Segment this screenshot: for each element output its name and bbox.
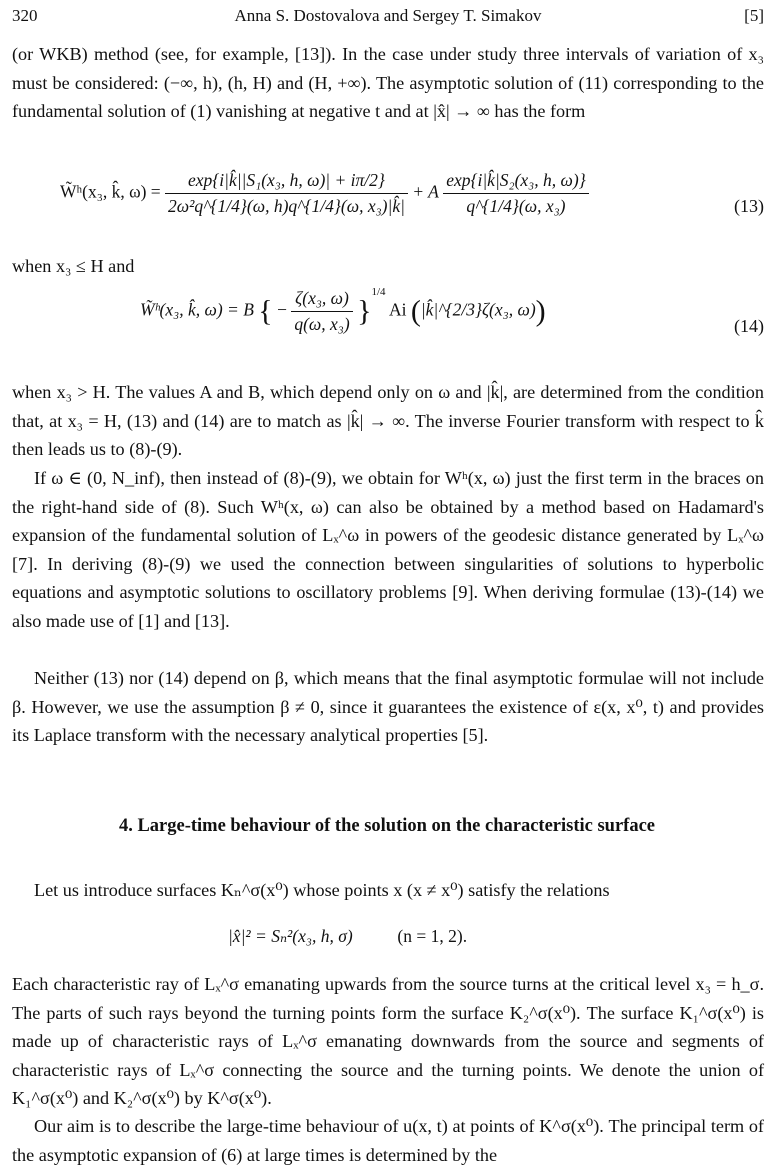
paragraph-omega-interval: If ω ∈ (0, N_inf), then instead of (8)-(9), we obtain for Wʰ(x, ω) just the first term in the braces on the right-hand side of (8). Such Wʰ(x, ω) can also be obtained by a method based on Hadamard's expansion of the fundamental solution of Lₓ^ω in powers of the geodesic distance generated by Lₓ^ω [7]. In deriving (8)-(9) we used the connection between singularities of solutions to hyperbolic equations and asymptotic solutions to oscillatory problems [9]. When deriving formulae (13)-(14) we also made use of [1] and [13].	[12, 468, 764, 631]
eq14-left-paren: (	[410, 294, 421, 328]
paragraph-when-le-h: when x₃ ≤ H and	[12, 256, 135, 276]
eq13-term1	[165, 170, 408, 217]
page-number: 320	[12, 6, 38, 25]
eq13-term1-numerator: exp{i|k̂||S₁(x₃, h, ω)| + iπ/2}	[165, 170, 408, 194]
paragraph-values-a-b: when x₃ > H. The values A and B, which depend only on ω and |k̂|, are determined from the condition that, at x₃ = H, (13) and (14) are to match as |k̂| → ∞. The inverse Fourier transform with respect to k̂ then leads us to (8)-(9).	[12, 382, 764, 460]
running-head-ref: [5]	[744, 6, 764, 25]
eq13-plus-a: + A	[412, 181, 439, 202]
eq13-term2-numerator: exp{i|k̂|S₂(x₃, h, ω)}	[443, 170, 588, 194]
eq14-denominator: q(ω, x₃)	[294, 314, 350, 334]
eq13-lhs: W̃ʰ(x₃, k̂, ω) =	[60, 181, 161, 202]
section-heading: 4. Large-time behaviour of the solution on the characteristic surface	[118, 816, 656, 836]
eq13-term1-denominator: 2ω²q^{1/4}(ω, h)q^{1/4}(ω, x₃)|k̂|	[168, 196, 405, 216]
eq14-right-paren: )	[535, 294, 546, 328]
running-head-authors: Anna S. Dostovalova and Sergey T. Simakov	[234, 6, 542, 25]
eq14-lhs: W̃ʰ(x₃, k̂, ω) = B	[140, 299, 254, 320]
paragraph-characteristic-ray: Each characteristic ray of Lₓ^σ emanating upwards from the source turns at the critical level x₃ = h_σ. The parts of such rays beyond the turning points form the surface K₂^σ(x⁰). The surface K₁^σ(x⁰) is made up of characteristic rays of Lₓ^σ emanating downwards from the source and segments of characteristic rays of Lₓ^σ connecting the source and the turning points. We denote the union of K₁^σ(x⁰) and K₂^σ(x⁰) by K^σ(x⁰).	[12, 974, 764, 1109]
eq14-numerator: ζ(x₃, ω)	[291, 288, 352, 312]
eq14-left-brace: {	[258, 294, 273, 328]
eq14-ai-argument: |k̂|^{2/3}ζ(x₃, ω)	[420, 299, 536, 320]
equation-13	[60, 170, 589, 217]
paragraph-our-aim: Our aim is to describe the large-time behaviour of u(x, t) at points of K^σ(x⁰). The principal term of the asymptotic expansion of (6) at large times is determined by the	[12, 1116, 764, 1165]
eq14-minus: −	[277, 299, 287, 320]
paragraph-wkb-method: (or WKB) method (see, for example, [13]). In the case under study three intervals of variation of x₃ must be considered: (−∞, h), (h, H) and (H, +∞). The asymptotic solution of (11) corresponding to the fundamental solution of (1) vanishing at negative t and at |x̂| → ∞ has the form	[12, 44, 764, 122]
surface-condition: (n = 1, 2).	[397, 926, 468, 946]
surface-equation: |x̂|² = Sₙ²(x₃, h, σ)	[228, 926, 353, 946]
equation-14-number: (14)	[734, 316, 764, 336]
equation-13-number: (13)	[734, 196, 764, 216]
running-head	[12, 6, 764, 28]
equation-14	[140, 285, 546, 335]
paragraph-beta-assumption: Neither (13) nor (14) depend on β, which means that the final asymptotic formulae will not include β. However, we use the assumption β ≠ 0, since it guarantees the existence of ε(x, x⁰, t) and provides its Laplace transform with the necessary analytical properties [5].	[12, 668, 764, 746]
eq13-term2	[443, 170, 588, 217]
eq14-ai: Ai	[388, 299, 407, 320]
eq14-fraction	[291, 288, 352, 335]
equation-surface	[228, 926, 467, 947]
eq13-term2-denominator: q^{1/4}(ω, x₃)	[466, 196, 566, 216]
paragraph-introduce-surfaces: Let us introduce surfaces Kₙ^σ(x⁰) whose points x (x ≠ x⁰) satisfy the relations	[34, 880, 610, 900]
eq14-right-brace: }	[357, 294, 372, 328]
eq14-exponent: 1/4	[371, 285, 386, 298]
